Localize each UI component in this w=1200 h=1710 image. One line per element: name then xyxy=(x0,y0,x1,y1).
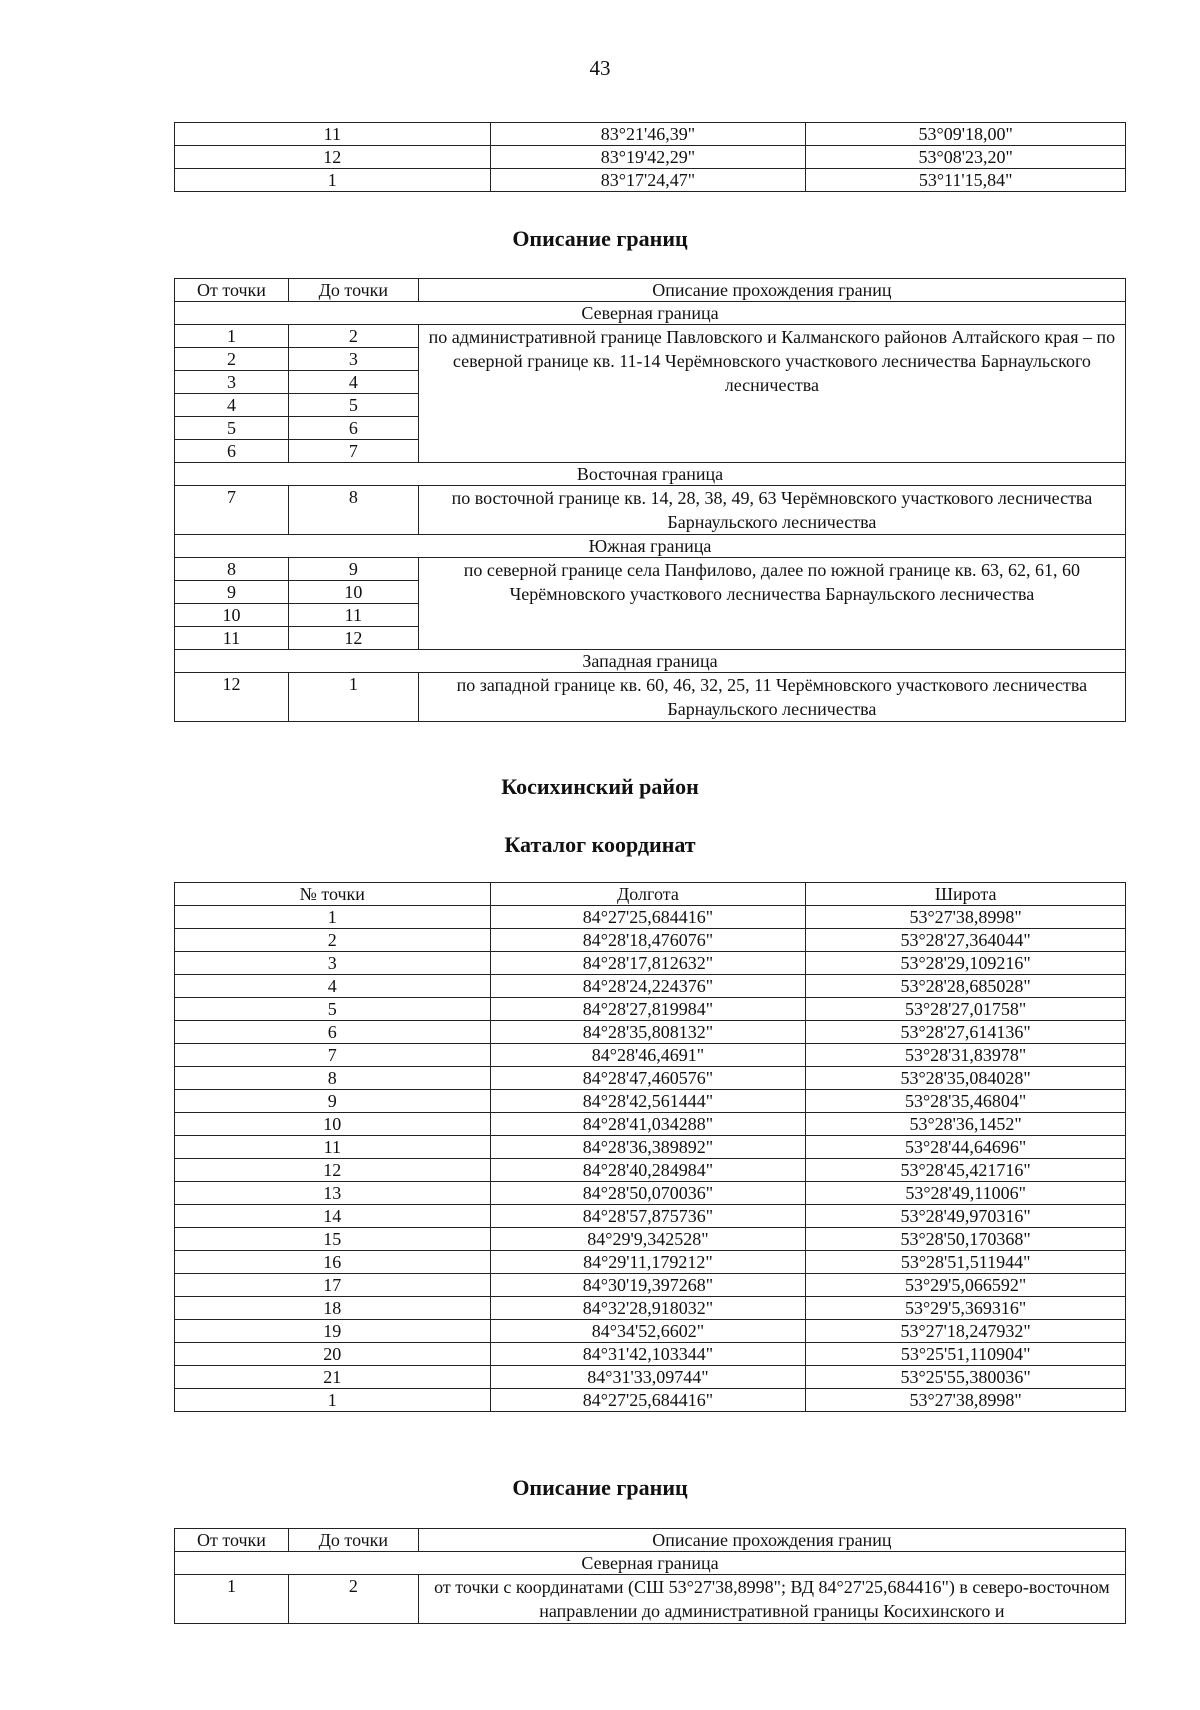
section-title: Северная граница xyxy=(175,302,1126,325)
point-number-cell: 11 xyxy=(175,1136,491,1159)
from-point-cell: 8 xyxy=(175,558,289,581)
latitude-cell: 53°27'38,8998" xyxy=(806,906,1126,929)
to-point-cell: 3 xyxy=(288,348,418,371)
longitude-cell: 84°28'18,476076" xyxy=(490,929,806,952)
latitude-cell: 53°28'29,109216" xyxy=(806,952,1126,975)
table-row xyxy=(175,1136,1126,1159)
longitude-cell: 84°28'47,460576" xyxy=(490,1067,806,1090)
longitude-cell: 84°28'17,812632" xyxy=(490,952,806,975)
longitude-cell: 84°28'57,875736" xyxy=(490,1205,806,1228)
latitude-cell: 53°28'35,084028" xyxy=(806,1067,1126,1090)
longitude-cell: 83°19'42,29" xyxy=(490,146,806,169)
longitude-cell: 84°28'40,284984" xyxy=(490,1159,806,1182)
latitude-cell: 53°11'15,84" xyxy=(806,169,1126,192)
to-point-cell: 10 xyxy=(288,581,418,604)
point-number-cell: 2 xyxy=(175,929,491,952)
header-latitude: Широта xyxy=(806,883,1126,906)
longitude-cell: 84°28'35,808132" xyxy=(490,1021,806,1044)
border-description-cell: по северной границе села Панфилово, далее по южной границе кв. 63, 62, 61, 60 Черёмновского участкового лесничества Барнаульского лесничества xyxy=(418,558,1125,650)
point-number-cell: 1 xyxy=(175,906,491,929)
point-number-cell: 9 xyxy=(175,1090,491,1113)
table-header-row xyxy=(175,279,1126,302)
longitude-cell: 84°34'52,6602" xyxy=(490,1320,806,1343)
from-point-cell: 10 xyxy=(175,604,289,627)
latitude-cell: 53°29'5,369316" xyxy=(806,1297,1126,1320)
longitude-cell: 84°28'36,389892" xyxy=(490,1136,806,1159)
point-number-cell: 18 xyxy=(175,1297,491,1320)
section-row-east xyxy=(175,463,1126,486)
section-title: Южная граница xyxy=(175,535,1126,558)
section-heading-2: Описание границ xyxy=(512,1475,688,1500)
section-row-north xyxy=(175,1552,1126,1575)
section-title: Восточная граница xyxy=(175,463,1126,486)
table-row xyxy=(175,975,1126,998)
latitude-cell: 53°28'28,685028" xyxy=(806,975,1126,998)
header-to-point: До точки xyxy=(288,1529,418,1552)
latitude-cell: 53°25'55,380036" xyxy=(806,1366,1126,1389)
table-row xyxy=(175,1297,1126,1320)
header-from-point: От точки xyxy=(175,1529,289,1552)
table-row xyxy=(175,486,1126,535)
point-number-cell: 17 xyxy=(175,1274,491,1297)
header-point-number: № точки xyxy=(175,883,491,906)
to-point-cell: 8 xyxy=(288,486,418,535)
to-point-cell: 2 xyxy=(288,1575,418,1624)
from-point-cell: 6 xyxy=(175,440,289,463)
point-number-cell: 3 xyxy=(175,952,491,975)
longitude-cell: 84°28'24,224376" xyxy=(490,975,806,998)
table-row xyxy=(175,1159,1126,1182)
longitude-cell: 84°28'46,4691" xyxy=(490,1044,806,1067)
to-point-cell: 1 xyxy=(288,673,418,722)
longitude-cell: 84°27'25,684416" xyxy=(490,906,806,929)
latitude-cell: 53°27'38,8998" xyxy=(806,1389,1126,1412)
latitude-cell: 53°28'27,01758" xyxy=(806,998,1126,1021)
table-row xyxy=(175,1251,1126,1274)
border-description-table xyxy=(174,278,1126,722)
to-point-cell: 12 xyxy=(288,627,418,650)
longitude-cell: 84°28'27,819984" xyxy=(490,998,806,1021)
catalog-heading: Каталог координат xyxy=(504,832,696,857)
point-number-cell: 7 xyxy=(175,1044,491,1067)
section-title: Западная граница xyxy=(175,650,1126,673)
longitude-cell: 84°27'25,684416" xyxy=(490,1389,806,1412)
from-point-cell: 7 xyxy=(175,486,289,535)
to-point-cell: 6 xyxy=(288,417,418,440)
latitude-cell: 53°28'51,511944" xyxy=(806,1251,1126,1274)
coordinates-table-continued xyxy=(174,122,1126,192)
latitude-cell: 53°28'45,421716" xyxy=(806,1159,1126,1182)
point-number-cell: 10 xyxy=(175,1113,491,1136)
header-from-point: От точки xyxy=(175,279,289,302)
point-number-cell: 1 xyxy=(175,1389,491,1412)
section-title: Северная граница xyxy=(175,1552,1126,1575)
table-row xyxy=(175,1021,1126,1044)
table-row xyxy=(175,1090,1126,1113)
from-point-cell: 11 xyxy=(175,627,289,650)
longitude-cell: 83°17'24,47" xyxy=(490,169,806,192)
latitude-cell: 53°28'44,64696" xyxy=(806,1136,1126,1159)
longitude-cell: 84°29'11,179212" xyxy=(490,1251,806,1274)
table-row xyxy=(175,673,1126,722)
longitude-cell: 84°28'42,561444" xyxy=(490,1090,806,1113)
table-header-row xyxy=(175,1529,1126,1552)
header-to-point: До точки xyxy=(288,279,418,302)
latitude-cell: 53°27'18,247932" xyxy=(806,1320,1126,1343)
latitude-cell: 53°28'31,83978" xyxy=(806,1044,1126,1067)
latitude-cell: 53°08'23,20" xyxy=(806,146,1126,169)
from-point-cell: 5 xyxy=(175,417,289,440)
latitude-cell: 53°28'50,170368" xyxy=(806,1228,1126,1251)
from-point-cell: 4 xyxy=(175,394,289,417)
point-number-cell: 20 xyxy=(175,1343,491,1366)
point-number-cell: 1 xyxy=(175,169,491,192)
longitude-cell: 84°28'50,070036" xyxy=(490,1182,806,1205)
table-row xyxy=(175,906,1126,929)
latitude-cell: 53°28'27,364044" xyxy=(806,929,1126,952)
point-number-cell: 5 xyxy=(175,998,491,1021)
table-row xyxy=(175,1113,1126,1136)
point-number-cell: 6 xyxy=(175,1021,491,1044)
longitude-cell: 83°21'46,39" xyxy=(490,123,806,146)
header-description: Описание прохождения границ xyxy=(418,1529,1125,1552)
table-row xyxy=(175,929,1126,952)
section-row-south xyxy=(175,535,1126,558)
table-row xyxy=(175,1575,1126,1624)
header-longitude: Долгота xyxy=(490,883,806,906)
section-row-west xyxy=(175,650,1126,673)
table-header-row xyxy=(175,883,1126,906)
table-row xyxy=(175,1228,1126,1251)
table-row xyxy=(175,1343,1126,1366)
longitude-cell: 84°30'19,397268" xyxy=(490,1274,806,1297)
longitude-cell: 84°31'42,103344" xyxy=(490,1343,806,1366)
border-description-cell: по восточной границе кв. 14, 28, 38, 49, 63 Черёмновского участкового лесничества Барнаульского лесничества xyxy=(418,486,1125,535)
to-point-cell: 9 xyxy=(288,558,418,581)
from-point-cell: 3 xyxy=(175,371,289,394)
latitude-cell: 53°25'51,110904" xyxy=(806,1343,1126,1366)
point-number-cell: 12 xyxy=(175,1159,491,1182)
longitude-cell: 84°29'9,342528" xyxy=(490,1228,806,1251)
point-number-cell: 16 xyxy=(175,1251,491,1274)
section-row-north xyxy=(175,302,1126,325)
latitude-cell: 53°29'5,066592" xyxy=(806,1274,1126,1297)
border-description-cell: от точки с координатами (СШ 53°27'38,8998"; ВД 84°27'25,684416") в северо-восточном направлении до административной границы Косихинского и xyxy=(418,1575,1125,1624)
table-row xyxy=(175,1320,1126,1343)
to-point-cell: 5 xyxy=(288,394,418,417)
table-row xyxy=(175,952,1126,975)
table-row xyxy=(175,558,1126,581)
table-row xyxy=(175,1366,1126,1389)
point-number-cell: 4 xyxy=(175,975,491,998)
table-row xyxy=(175,1274,1126,1297)
table-row xyxy=(175,1389,1126,1412)
point-number-cell: 12 xyxy=(175,146,491,169)
table-row xyxy=(175,146,1126,169)
point-number-cell: 14 xyxy=(175,1205,491,1228)
border-description-table-2 xyxy=(174,1528,1126,1624)
coordinate-catalog-table xyxy=(174,882,1126,1412)
table-row xyxy=(175,169,1126,192)
to-point-cell: 4 xyxy=(288,371,418,394)
from-point-cell: 2 xyxy=(175,348,289,371)
table-row xyxy=(175,998,1126,1021)
latitude-cell: 53°28'27,614136" xyxy=(806,1021,1126,1044)
from-point-cell: 1 xyxy=(175,1575,289,1624)
border-description-cell: по западной границе кв. 60, 46, 32, 25, 11 Черёмновского участкового лесничества Барнаульского лесничества xyxy=(418,673,1125,722)
latitude-cell: 53°09'18,00" xyxy=(806,123,1126,146)
to-point-cell: 7 xyxy=(288,440,418,463)
point-number-cell: 21 xyxy=(175,1366,491,1389)
to-point-cell: 2 xyxy=(288,325,418,348)
point-number-cell: 15 xyxy=(175,1228,491,1251)
from-point-cell: 9 xyxy=(175,581,289,604)
section-heading: Описание границ xyxy=(512,226,688,251)
page-number: 43 xyxy=(589,56,611,80)
district-heading: Косихинский район xyxy=(501,774,699,799)
longitude-cell: 84°32'28,918032" xyxy=(490,1297,806,1320)
table-row xyxy=(175,123,1126,146)
border-description-cell: по административной границе Павловского и Калманского районов Алтайского края – по северной границе кв. 11-14 Черёмновского участкового лесничества Барнаульского лесничества xyxy=(418,325,1125,463)
header-description: Описание прохождения границ xyxy=(418,279,1125,302)
point-number-cell: 19 xyxy=(175,1320,491,1343)
latitude-cell: 53°28'36,1452" xyxy=(806,1113,1126,1136)
latitude-cell: 53°28'49,970316" xyxy=(806,1205,1126,1228)
table-row xyxy=(175,1182,1126,1205)
point-number-cell: 8 xyxy=(175,1067,491,1090)
table-row xyxy=(175,325,1126,348)
point-number-cell: 11 xyxy=(175,123,491,146)
table-row xyxy=(175,1067,1126,1090)
latitude-cell: 53°28'49,11006" xyxy=(806,1182,1126,1205)
longitude-cell: 84°31'33,09744" xyxy=(490,1366,806,1389)
table-row xyxy=(175,1044,1126,1067)
from-point-cell: 1 xyxy=(175,325,289,348)
table-row xyxy=(175,1205,1126,1228)
longitude-cell: 84°28'41,034288" xyxy=(490,1113,806,1136)
latitude-cell: 53°28'35,46804" xyxy=(806,1090,1126,1113)
to-point-cell: 11 xyxy=(288,604,418,627)
point-number-cell: 13 xyxy=(175,1182,491,1205)
from-point-cell: 12 xyxy=(175,673,289,722)
